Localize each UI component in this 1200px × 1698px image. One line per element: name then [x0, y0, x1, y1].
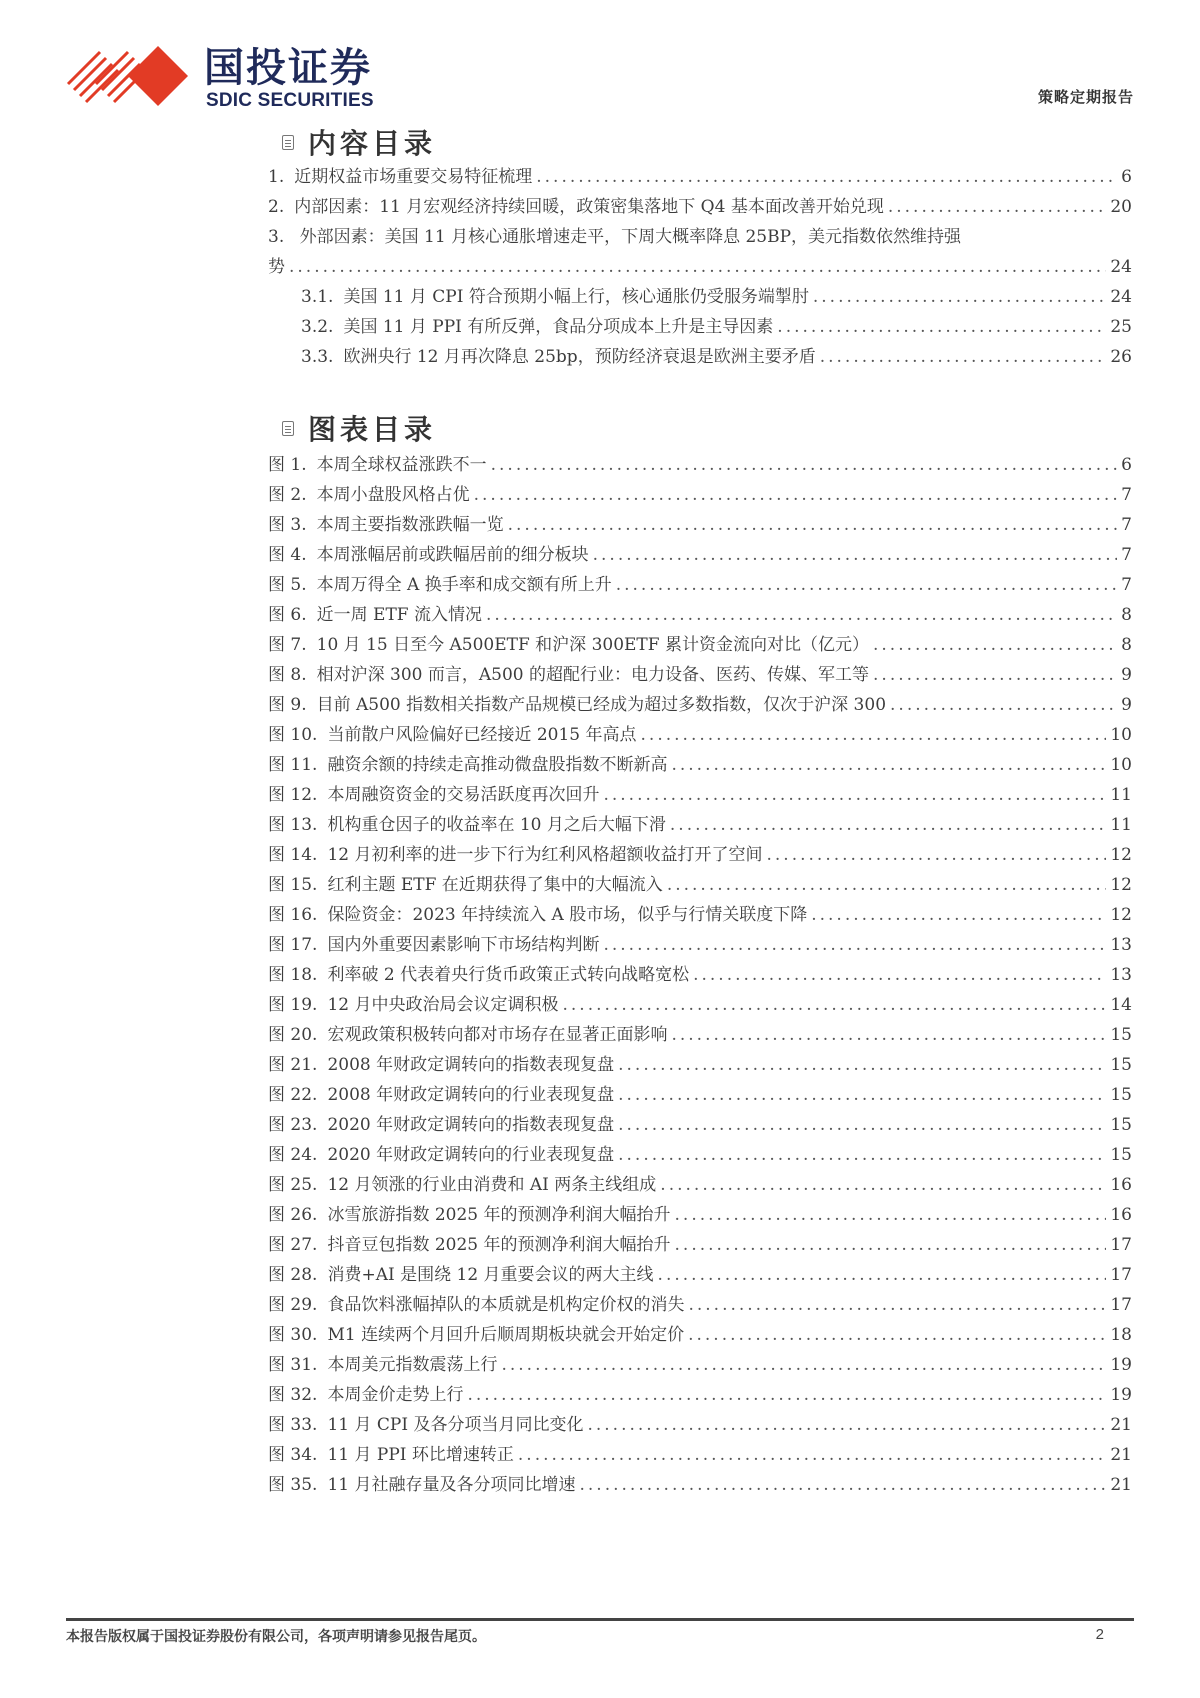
toc-leader [603, 930, 1106, 960]
figure-toc-entry[interactable] [268, 1350, 1132, 1380]
figure-page: 11 [1110, 785, 1132, 805]
figure-toc-entry[interactable] [268, 540, 1132, 570]
figure-text: 冰雪旅游指数 2025 年的预测净利润大幅抬升 [327, 1205, 671, 1225]
figure-number: 图 15. [268, 875, 318, 895]
figure-page: 16 [1110, 1175, 1132, 1195]
footer-divider [66, 1618, 1134, 1621]
toc-leader [618, 1050, 1106, 1080]
toc-page: 6 [1121, 167, 1132, 187]
figure-page: 15 [1110, 1145, 1132, 1165]
figure-number: 图 1. [268, 455, 307, 475]
figure-toc-entry[interactable] [268, 1140, 1132, 1170]
toc-leader [811, 900, 1106, 930]
figure-text: 红利主题 ETF 在近期获得了集中的大幅流入 [327, 875, 663, 895]
toc-leader [670, 810, 1106, 840]
figure-toc-entry[interactable] [268, 1170, 1132, 1200]
figure-toc-entry[interactable] [268, 1290, 1132, 1320]
figure-page: 12 [1110, 845, 1132, 865]
figure-number: 图 7. [268, 635, 307, 655]
figure-number: 图 35. [268, 1475, 318, 1495]
figure-page: 9 [1121, 665, 1132, 685]
figure-text: 当前散户风险偏好已经接近 2015 年高点 [327, 725, 637, 745]
toc-leader [508, 510, 1118, 540]
figure-toc-entry[interactable] [268, 900, 1132, 930]
figure-number: 图 20. [268, 1025, 318, 1045]
figure-number: 图 3. [268, 515, 307, 535]
toc-leader [688, 1290, 1106, 1320]
figure-toc-entry[interactable] [268, 600, 1132, 630]
toc-leader [888, 192, 1107, 222]
figure-page: 10 [1110, 725, 1132, 745]
figure-toc-entry[interactable] [268, 1380, 1132, 1410]
figure-text: 本周金价走势上行 [327, 1385, 464, 1405]
toc-text: 内部因素：11 月宏观经济持续回暖，政策密集落地下 Q4 基本面改善开始兑现 [294, 197, 884, 217]
figure-toc-entry[interactable] [268, 660, 1132, 690]
figure-number: 图 10. [268, 725, 318, 745]
figure-text: 11 月社融存量及各分项同比增速 [327, 1475, 576, 1495]
contents-title [286, 122, 1132, 162]
figure-number: 图 12. [268, 785, 318, 805]
toc-number: 3.1. [301, 287, 334, 307]
figure-text: 11 月 PPI 环比增速转正 [327, 1445, 514, 1465]
figure-page: 9 [1121, 695, 1132, 715]
contents-section [268, 122, 1132, 372]
company-logo [66, 44, 396, 114]
figure-toc-entry[interactable] [268, 960, 1132, 990]
toc-leader [289, 252, 1106, 282]
figure-text: 本周小盘股风格占优 [316, 485, 470, 505]
figure-text: 本周主要指数涨跌幅一览 [316, 515, 504, 535]
figure-page: 6 [1121, 455, 1132, 475]
figure-toc-entry[interactable] [268, 1110, 1132, 1140]
figure-page: 15 [1110, 1055, 1132, 1075]
toc-leader [603, 780, 1106, 810]
figure-text: 利率破 2 代表着央行货币政策正式转向战略宽松 [327, 965, 690, 985]
figure-number: 图 14. [268, 845, 318, 865]
figures-title-text: 图表目录 [308, 413, 437, 446]
toc-page: 25 [1110, 317, 1132, 337]
toc-text: 欧洲央行 12 月再次降息 25bp，预防经济衰退是欧洲主要矛盾 [343, 347, 816, 367]
figure-page: 17 [1110, 1235, 1132, 1255]
toc-entry[interactable] [268, 342, 1132, 372]
figure-text: 本周全球权益涨跌不一 [316, 455, 487, 475]
figure-toc-entry[interactable] [268, 450, 1132, 480]
page-header [0, 0, 1200, 120]
toc-text: 外部因素：美国 11 月核心通胀增速走平，下周大概率降息 25BP，美元指数依然维持强 [299, 227, 962, 247]
figure-page: 14 [1110, 995, 1132, 1015]
figure-toc-entry[interactable] [268, 1020, 1132, 1050]
figure-number: 图 34. [268, 1445, 318, 1465]
contents-title-text: 内容目录 [308, 127, 437, 160]
figure-toc-entry[interactable] [268, 780, 1132, 810]
figure-toc-entry[interactable] [268, 1080, 1132, 1110]
toc-leader [777, 312, 1106, 342]
figure-page: 7 [1121, 515, 1132, 535]
figure-text: 保险资金：2023 年持续流入 A 股市场，似乎与行情关联度下降 [327, 905, 808, 925]
figure-number: 图 31. [268, 1355, 318, 1375]
toc-leader [618, 1110, 1106, 1140]
figure-text: 12 月初利率的进一步下行为红利风格超额收益打开了空间 [327, 845, 763, 865]
figure-page: 16 [1110, 1205, 1132, 1225]
toc-leader [501, 1350, 1106, 1380]
toc-leader [873, 660, 1117, 690]
toc-entry[interactable] [268, 192, 1132, 222]
figure-text: 本周万得全 A 换手率和成交额有所上升 [316, 575, 612, 595]
figure-text: 2008 年财政定调转向的行业表现复盘 [327, 1085, 615, 1105]
figure-number: 图 25. [268, 1175, 318, 1195]
figure-text: 2020 年财政定调转向的指数表现复盘 [327, 1115, 615, 1135]
figure-number: 图 16. [268, 905, 318, 925]
figure-toc-entry[interactable] [268, 840, 1132, 870]
figure-toc-entry[interactable] [268, 1410, 1132, 1440]
figure-text: 近一周 ETF 流入情况 [316, 605, 482, 625]
figure-page: 18 [1110, 1325, 1132, 1345]
toc-text: 近期权益市场重要交易特征梳理 [294, 167, 533, 187]
figure-number: 图 6. [268, 605, 307, 625]
toc-leader [873, 630, 1117, 660]
toc-leader [618, 1080, 1106, 1110]
toc-page: 26 [1110, 347, 1132, 367]
figures-section [268, 408, 1132, 1500]
toc-leader [658, 1260, 1107, 1290]
figure-text: 本周融资资金的交易活跃度再次回升 [327, 785, 600, 805]
logo-chinese-name: 国投证券 [204, 45, 372, 91]
figure-text: 本周涨幅居前或跌幅居前的细分板块 [316, 545, 589, 565]
toc-leader [486, 600, 1117, 630]
figure-number: 图 33. [268, 1415, 318, 1435]
figure-number: 图 13. [268, 815, 318, 835]
page-number: 2 [1095, 1626, 1104, 1643]
figure-page: 15 [1110, 1085, 1132, 1105]
figure-number: 图 4. [268, 545, 307, 565]
toc-leader [580, 1470, 1107, 1500]
figure-text: 12 月领涨的行业由消费和 AI 两条主线组成 [327, 1175, 657, 1195]
toc-entry[interactable] [268, 312, 1132, 342]
toc-leader [467, 1380, 1106, 1410]
figure-toc-entry[interactable] [268, 510, 1132, 540]
figure-number: 图 22. [268, 1085, 318, 1105]
contents-list [268, 162, 1132, 372]
toc-page: 20 [1110, 197, 1132, 217]
figure-toc-entry[interactable] [268, 690, 1132, 720]
figure-page: 12 [1110, 905, 1132, 925]
toc-page: 24 [1110, 257, 1132, 277]
figure-number: 图 5. [268, 575, 307, 595]
figure-page: 8 [1121, 605, 1132, 625]
figure-page: 13 [1110, 935, 1132, 955]
toc-leader [693, 960, 1106, 990]
toc-leader [767, 840, 1107, 870]
figure-page: 7 [1121, 485, 1132, 505]
logo-english-name: SDIC SECURITIES [206, 90, 374, 111]
figure-number: 图 17. [268, 935, 318, 955]
toc-leader [671, 1020, 1106, 1050]
toc-leader [820, 342, 1107, 372]
figure-number: 图 21. [268, 1055, 318, 1075]
figure-number: 图 9. [268, 695, 307, 715]
figure-text: 本周美元指数震荡上行 [327, 1355, 498, 1375]
figure-number: 图 28. [268, 1265, 318, 1285]
figure-text: 相对沪深 300 而言，A500 的超配行业：电力设备、医药、传媒、军工等 [316, 665, 870, 685]
toc-leader [675, 1230, 1107, 1260]
figure-text: 12 月中央政治局会议定调积极 [327, 995, 559, 1015]
toc-leader [890, 690, 1117, 720]
toc-line-2 [268, 252, 1132, 282]
figure-number: 图 19. [268, 995, 318, 1015]
figure-text: 抖音豆包指数 2025 年的预测净利润大幅抬升 [327, 1235, 671, 1255]
report-type-label: 策略定期报告 [1037, 88, 1134, 106]
figure-number: 图 8. [268, 665, 307, 685]
figure-page: 21 [1110, 1415, 1132, 1435]
figure-toc-entry[interactable] [268, 1200, 1132, 1230]
figure-page: 11 [1110, 815, 1132, 835]
figure-number: 图 26. [268, 1205, 318, 1225]
figure-toc-entry[interactable] [268, 870, 1132, 900]
figure-toc-entry[interactable] [268, 930, 1132, 960]
toc-leader [813, 282, 1106, 312]
figure-page: 12 [1110, 875, 1132, 895]
figure-toc-entry[interactable] [268, 630, 1132, 660]
toc-entry[interactable] [268, 222, 1132, 282]
toc-leader [616, 570, 1117, 600]
figures-title [286, 408, 1132, 448]
document-icon [282, 421, 294, 436]
toc-leader [491, 450, 1118, 480]
toc-leader [618, 1140, 1106, 1170]
figure-text: 食品饮料涨幅掉队的本质就是机构定价权的消失 [327, 1295, 685, 1315]
figure-number: 图 18. [268, 965, 318, 985]
figure-page: 15 [1110, 1115, 1132, 1135]
figure-number: 图 29. [268, 1295, 318, 1315]
figure-text: 10 月 15 日至今 A500ETF 和沪深 300ETF 累计资金流向对比（亿元） [316, 635, 869, 655]
figure-text: 2008 年财政定调转向的指数表现复盘 [327, 1055, 615, 1075]
footer-disclaimer: 本报告版权属于国投证券股份有限公司，各项声明请参见报告尾页。 [66, 1629, 486, 1645]
figure-toc-entry[interactable] [268, 480, 1132, 510]
toc-number: 3.3. [301, 347, 334, 367]
figure-toc-entry[interactable] [268, 1440, 1132, 1470]
figure-toc-entry[interactable] [268, 1320, 1132, 1350]
figure-page: 19 [1110, 1385, 1132, 1405]
figure-toc-entry[interactable] [268, 570, 1132, 600]
figure-number: 图 32. [268, 1385, 318, 1405]
toc-text-continued: 势 [268, 257, 285, 277]
figure-page: 17 [1110, 1265, 1132, 1285]
toc-leader [593, 540, 1118, 570]
figure-page: 13 [1110, 965, 1132, 985]
toc-number: 3.2. [301, 317, 334, 337]
figure-page: 7 [1121, 545, 1132, 565]
toc-leader [474, 480, 1118, 510]
toc-leader [641, 720, 1107, 750]
toc-leader [688, 1320, 1106, 1350]
toc-leader [667, 870, 1107, 900]
toc-entry[interactable] [268, 162, 1132, 192]
toc-line-1 [268, 222, 1132, 252]
figure-toc-entry[interactable] [268, 1260, 1132, 1290]
toc-leader [660, 1170, 1106, 1200]
figure-toc-entry[interactable] [268, 810, 1132, 840]
figure-toc-entry[interactable] [268, 720, 1132, 750]
toc-leader [671, 750, 1106, 780]
figure-number: 图 2. [268, 485, 307, 505]
document-icon [282, 135, 294, 150]
figure-number: 图 27. [268, 1235, 318, 1255]
toc-text: 美国 11 月 CPI 符合预期小幅上行，核心通胀仍受服务端掣肘 [343, 287, 809, 307]
figure-toc-entry[interactable] [268, 990, 1132, 1020]
figure-text: 2020 年财政定调转向的行业表现复盘 [327, 1145, 615, 1165]
toc-leader [518, 1440, 1106, 1470]
figure-toc-entry[interactable] [268, 1230, 1132, 1260]
figure-number: 图 11. [268, 755, 318, 775]
figure-number: 图 30. [268, 1325, 318, 1345]
toc-leader [563, 990, 1107, 1020]
figure-number: 图 23. [268, 1115, 318, 1135]
figure-page: 7 [1121, 575, 1132, 595]
figure-page: 21 [1110, 1445, 1132, 1465]
figure-page: 15 [1110, 1025, 1132, 1045]
figure-toc-entry[interactable] [268, 1470, 1132, 1500]
toc-number: 1. [268, 167, 285, 187]
toc-text: 美国 11 月 PPI 有所反弹，食品分项成本上升是主导因素 [343, 317, 774, 337]
toc-entry[interactable] [268, 282, 1132, 312]
figure-text: 机构重仓因子的收益率在 10 月之后大幅下滑 [327, 815, 666, 835]
figure-text: 11 月 CPI 及各分项当月同比变化 [327, 1415, 584, 1435]
figure-text: M1 连续两个月回升后顺周期板块就会开始定价 [327, 1325, 685, 1345]
figure-toc-entry[interactable] [268, 750, 1132, 780]
toc-number: 3. [268, 227, 285, 247]
toc-page: 24 [1110, 287, 1132, 307]
figure-page: 21 [1110, 1475, 1132, 1495]
figure-text: 宏观政策积极转向都对市场存在显著正面影响 [327, 1025, 668, 1045]
toc-leader [536, 162, 1117, 192]
figure-text: 融资余额的持续走高推动微盘股指数不断新高 [327, 755, 668, 775]
toc-leader [587, 1410, 1106, 1440]
figure-page: 8 [1121, 635, 1132, 655]
figure-text: 国内外重要因素影响下市场结构判断 [327, 935, 600, 955]
figure-page: 19 [1110, 1355, 1132, 1375]
figure-text: 目前 A500 指数相关指数产品规模已经成为超过多数指数，仅次于沪深 300 [316, 695, 887, 715]
logo-mark-icon [66, 44, 196, 108]
toc-leader [675, 1200, 1107, 1230]
figures-list [268, 450, 1132, 1500]
figure-page: 10 [1110, 755, 1132, 775]
figure-text: 消费+AI 是围绕 12 月重要会议的两大主线 [327, 1265, 654, 1285]
figure-number: 图 24. [268, 1145, 318, 1165]
toc-number: 2. [268, 197, 285, 217]
figure-page: 17 [1110, 1295, 1132, 1315]
figure-toc-entry[interactable] [268, 1050, 1132, 1080]
